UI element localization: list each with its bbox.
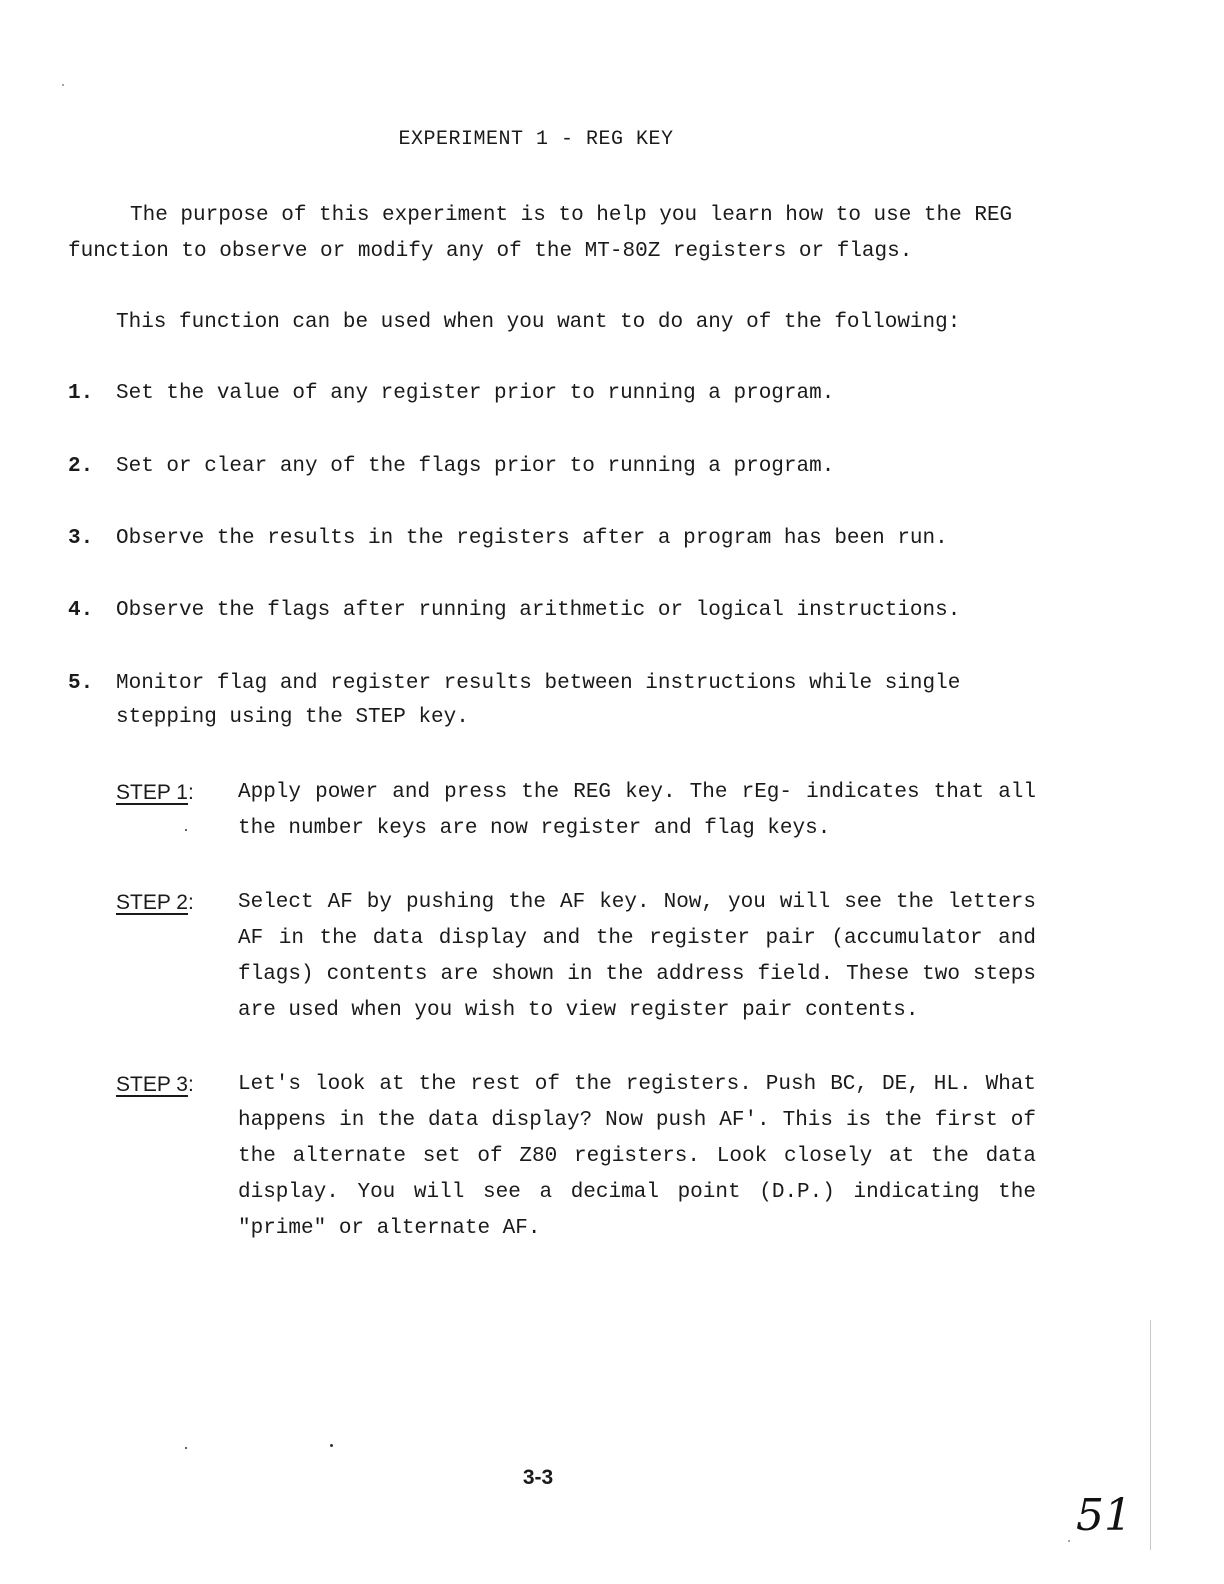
step-3 [116,1067,1036,1247]
list-item [68,450,1028,484]
list-item-number: 2. [68,455,94,478]
scan-speck [330,1444,333,1447]
list-item-text: Monitor flag and register results between instructions while single stepping using the STEP key. [116,672,961,729]
step-text: Let's look at the rest of the registers. Push BC, DE, HL. What happens in the data display? Now push AF'. This is the first of the alternate set of Z80 registers. Look closely at the data display. You will see a decimal point (D.P.) indicating the "prime" or alternate AF. [238,1073,1036,1240]
list-item-text: Set or clear any of the flags prior to running a program. [116,455,835,478]
step-label-colon: : [187,891,194,914]
list-item [68,377,1028,411]
step-text: Select AF by pushing the AF key. Now, you will see the letters AF in the data display and the register pair (accumulator and flags) contents are shown in the address field. These two steps are used when you wish to view register pair contents. [238,891,1036,1022]
list-item-text: Observe the results in the registers after a program has been run. [116,527,948,550]
step-label-text: STEP 2 [116,891,188,914]
intro-paragraph-2: This function can be used when you want to do any of the following: [116,311,961,334]
step-label [116,885,238,1029]
step-text: Apply power and press the REG key. The rEg- indicates that all the number keys are now register and flag keys. [238,781,1036,840]
list-item-number: 4. [68,599,94,622]
step-label-text: STEP 3 [116,1073,188,1096]
scan-speck [185,829,187,831]
step-1 [116,775,1036,847]
step-2 [116,885,1036,1029]
scan-speck [185,1447,187,1449]
list-item [68,522,1028,556]
scan-speck [1068,1540,1070,1542]
intro-paragraph-1: The purpose of this experiment is to help you learn how to use the REG function to observe or modify any of the MT-80Z registers or flags. [68,204,1013,263]
step-label-colon: : [187,781,194,804]
list-item [68,667,1028,735]
step-label [116,775,238,847]
step-label-text: STEP 1 [116,781,188,804]
list-item-text: Observe the flags after running arithmetic or logical instructions. [116,599,961,622]
list-item-number: 3. [68,527,94,550]
scan-edge-line [1150,1320,1151,1550]
list-item-number: 1. [68,382,94,405]
scan-speck [62,84,64,86]
page-number: 3-3 [522,1466,554,1489]
list-item-text: Set the value of any register prior to running a program. [116,382,835,405]
page-title: EXPERIMENT 1 - REG KEY [398,128,674,151]
list-item [68,594,1028,628]
handwritten-page-number: 51 [1076,1490,1132,1541]
step-label [116,1067,238,1247]
step-label-colon: : [187,1073,194,1096]
list-item-number: 5. [68,672,94,695]
